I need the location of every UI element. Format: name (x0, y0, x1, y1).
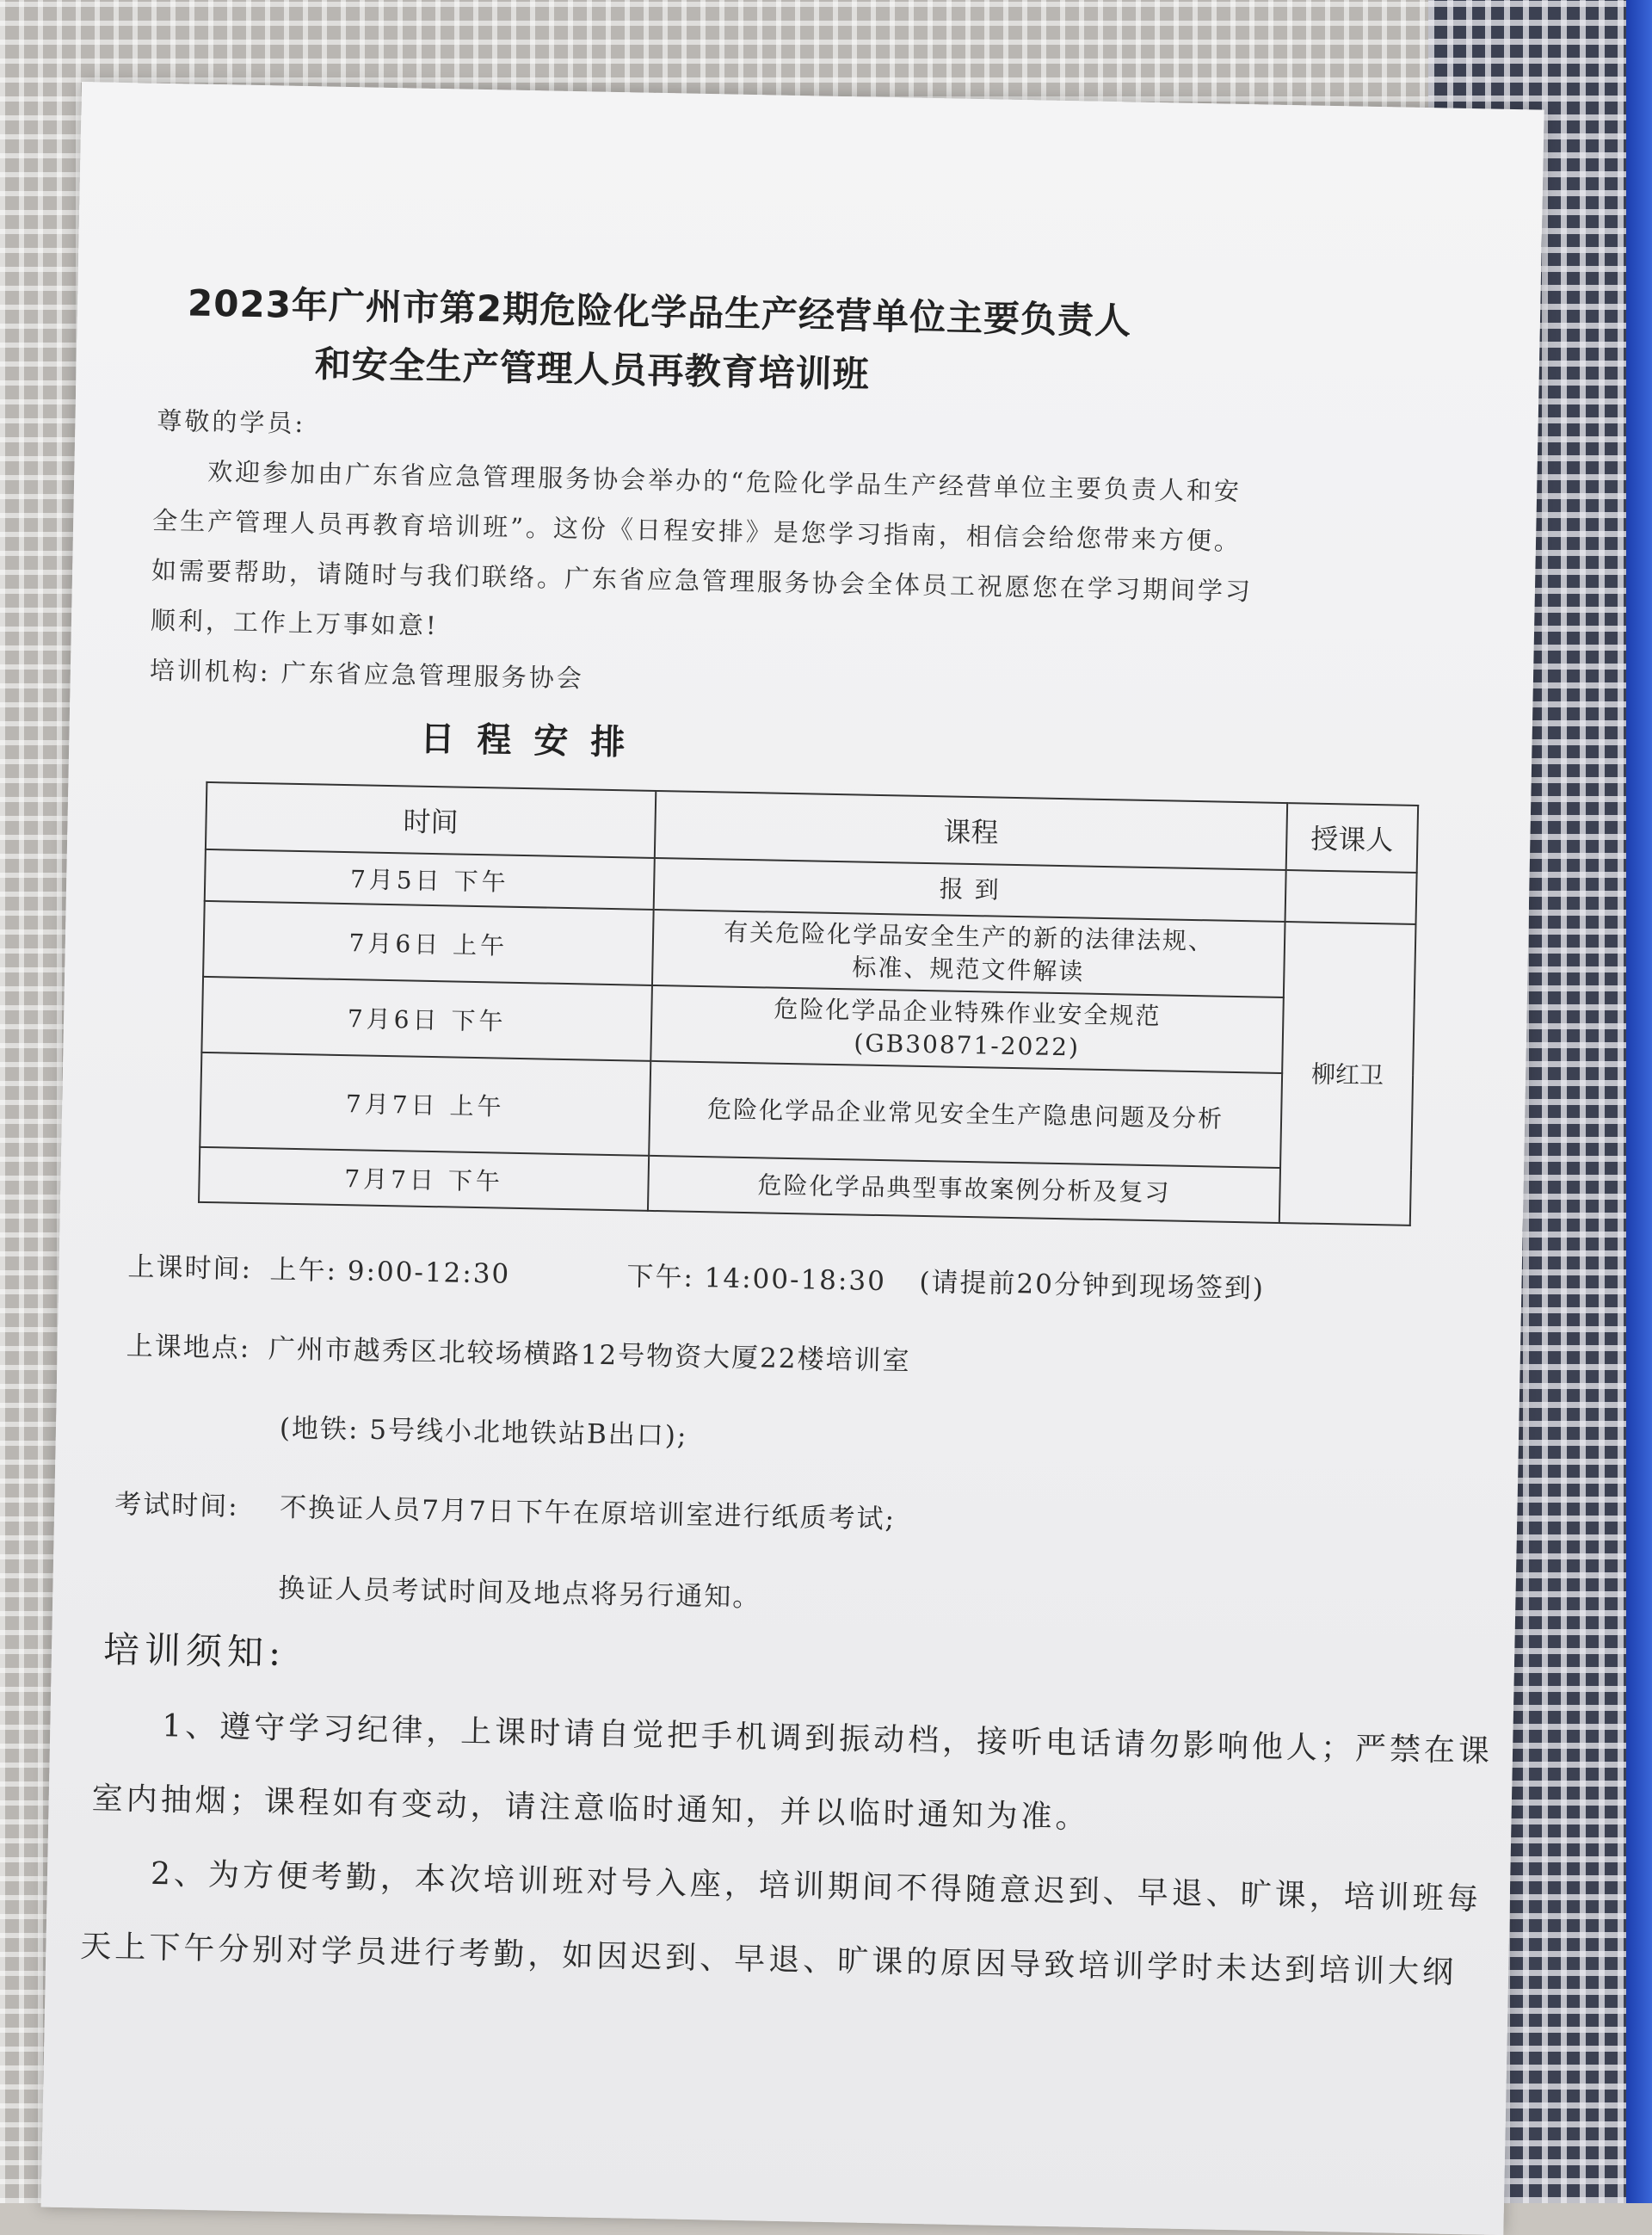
folder-zipper-edge (1626, 0, 1652, 2203)
cell-course (650, 985, 1284, 1073)
course-line: 报 到 (939, 874, 1001, 904)
location-label: 上课地点: (126, 1331, 251, 1365)
cell-course (649, 1061, 1282, 1168)
header-teacher: 授课人 (1286, 803, 1418, 873)
greeting: 尊敬的学员: (157, 405, 306, 439)
course-line: 危险化学品企业特殊作业安全规范 (774, 994, 1162, 1031)
cell-time: 7月7日 上午 (200, 1053, 650, 1156)
course-line: 有关危险化学品安全生产的新的法律法规、 (723, 917, 1215, 956)
cell-course (652, 910, 1285, 997)
course-line: 危险化学品企业常见安全生产隐患问题及分析 (706, 1095, 1224, 1133)
location-metro: (地铁: 5号线小北地铁站B出口); (279, 1412, 688, 1452)
title-line-1: 2023年广州市第2期危险化学品生产经营单位主要负责人 (187, 281, 1132, 343)
cell-time: 7月7日 下午 (199, 1147, 649, 1211)
notice-line-2: 室内抽烟；课程如有变动，请注意临时通知，并以临时通知为准。 (91, 1781, 1090, 1836)
schedule-title: 日程安排 (419, 719, 648, 763)
organizer: 培训机构: 广东省应急管理服务协会 (149, 655, 585, 694)
exam-line-1: 不换证人员7月7日下午在原培训室进行纸质考试; (279, 1491, 897, 1535)
intro-line-2: 全生产管理人员再教育培训班”。这份《日程安排》是您学习指南，相信会给您带来方便。 (151, 505, 1242, 556)
notice-line-3: 2、为方便考勤，本次培训班对号入座，培训期间不得随意迟到、早退、旷课，培训班每 (150, 1855, 1482, 1917)
cell-teacher (1285, 870, 1417, 924)
title-line-2: 和安全生产管理人员再教育培训班 (314, 343, 871, 396)
intro-line-3: 如需要帮助，请随时与我们联络。广东省应急管理服务协会全体员工祝愿您在学习期间学习 (151, 555, 1254, 607)
header-course: 课程 (655, 791, 1287, 870)
course-line: 危险化学品典型事故案例分析及复习 (757, 1170, 1171, 1207)
course-line: (GB30871-2022) (854, 1028, 1081, 1062)
cell-time: 7月6日 下午 (201, 977, 652, 1061)
exam-label: 考试时间: (114, 1489, 240, 1522)
cell-time: 7月5日 下午 (205, 849, 655, 910)
cell-teacher-merged: 柳红卫 (1279, 922, 1416, 1226)
notice-heading: 培训须知: (102, 1627, 287, 1674)
class-time-afternoon: 下午: 14:00-18:30 (626, 1261, 887, 1298)
schedule-table (198, 781, 1419, 1226)
header-time: 时间 (206, 782, 656, 858)
notice-line-1: 1、遵守学习纪律，上课时请自觉把手机调到振动档，接听电话请勿影响他人；严禁在课 (161, 1708, 1494, 1769)
cell-course (648, 1156, 1280, 1223)
intro-line-4: 顺利，工作上万事如意! (150, 605, 439, 641)
document-page (41, 82, 1544, 2235)
class-time-note: (请提前20分钟到现场签到) (919, 1266, 1266, 1305)
notice-line-4: 天上下午分别对学员进行考勤，如因迟到、早退、旷课的原因导致培训学时未达到培训大纲 (80, 1929, 1458, 1991)
exam-line-2: 换证人员考试时间及地点将另行通知。 (278, 1572, 761, 1614)
class-time-label: 上课时间: (127, 1251, 253, 1286)
location-address: 广州市越秀区北较场横路12号物资大厦22楼培训室 (268, 1333, 911, 1377)
cell-time: 7月6日 上午 (203, 901, 654, 985)
intro-line-1: 欢迎参加由广东省应急管理服务协会举办的“危险化学品生产经营单位主要负责人和安 (207, 456, 1242, 506)
class-time-morning: 上午: 9:00-12:30 (269, 1254, 511, 1290)
course-line: 标准、规范文件解读 (852, 953, 1085, 986)
